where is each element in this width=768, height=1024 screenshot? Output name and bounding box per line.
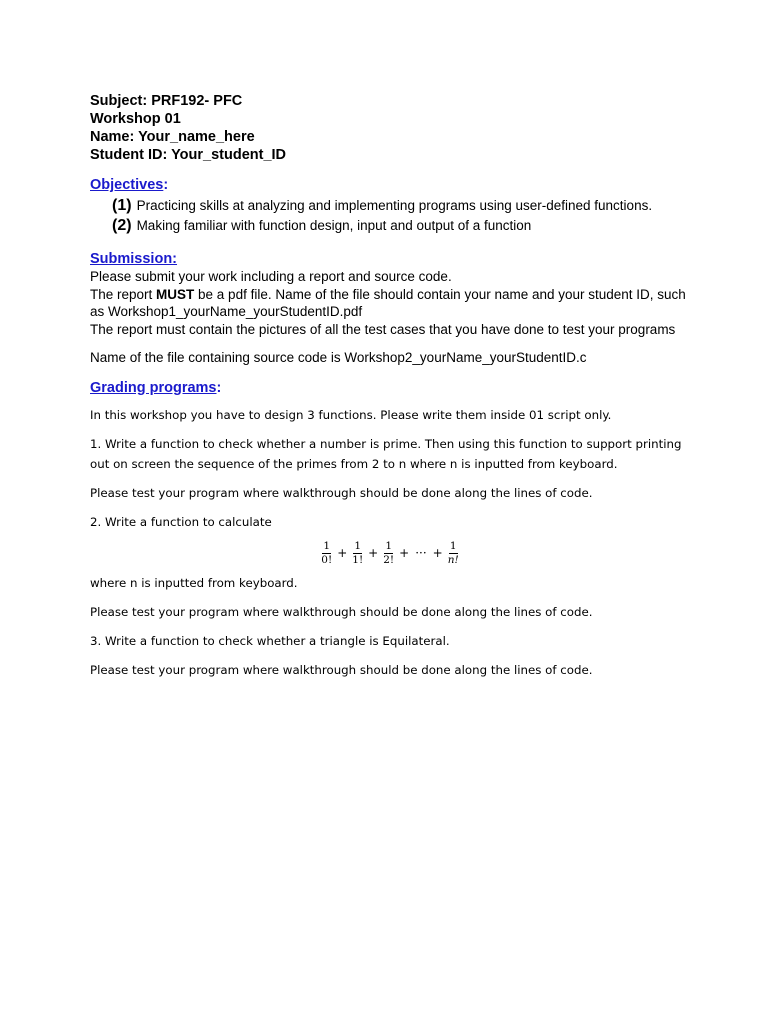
objective-number: (1) [112, 197, 132, 214]
must-emphasis: MUST [156, 286, 195, 302]
submission-line-3: The report must contain the pictures of all the test cases that you have done to test your programs [90, 321, 676, 337]
grading-title: Grading programs [90, 379, 217, 396]
grading-heading [90, 379, 690, 397]
plus-sign: + [368, 546, 379, 560]
factorial-sum-formula [90, 540, 690, 567]
fraction-term [321, 540, 332, 567]
submission-line-4: Name of the file containing source code is Workshop2_yourName_yourStudentID.c [90, 350, 587, 365]
objectives-heading [90, 176, 690, 194]
fraction-term [352, 540, 363, 567]
header-block [90, 92, 690, 164]
submission-line-2-pre: The report [90, 286, 157, 302]
test-1: Please test your program where walkthrough should be done along the lines of code. [90, 485, 593, 500]
ellipsis: ··· [415, 546, 427, 560]
task-1: 1. Write a function to check whether a number is prime. Then using this function to support printing out on screen the sequence of the primes from 2 to n where n is inputted from keyboard. [90, 436, 682, 471]
student-id-line: Student ID: Your_student_ID [90, 147, 287, 163]
submission-line-2 [90, 286, 690, 321]
task-2: 2. Write a function to calculate [90, 514, 272, 529]
test-2: Please test your program where walkthrough should be done along the lines of code. [90, 604, 593, 619]
fraction-denominator: 2! [383, 553, 395, 566]
fraction-numerator: 1 [449, 539, 457, 552]
grading-colon: : [216, 379, 222, 396]
task-2-after: where n is inputted from keyboard. [90, 575, 298, 590]
fraction-denominator: n! [447, 553, 459, 566]
task-3: 3. Write a function to check whether a triangle is Equilateral. [90, 633, 450, 648]
submission-line-1: Please submit your work including a report and source code. [90, 269, 452, 284]
plus-sign: + [399, 546, 410, 560]
objective-text: Practicing skills at analyzing and implementing programs using user-defined functions. [136, 198, 653, 213]
objective-item-1 [112, 196, 690, 216]
plus-sign: + [337, 546, 348, 560]
fraction-term [448, 540, 459, 567]
fraction-term [383, 540, 394, 567]
fraction-numerator: 1 [354, 539, 362, 552]
fraction-numerator: 1 [323, 539, 331, 552]
submission-line-2-post: be a pdf file. Name of the file should contain your name and your student ID, such as Workshop1_yourName_yourStudentID.pdf [90, 286, 686, 319]
objective-text: Making familiar with function design, input and output of a function [136, 218, 532, 233]
objectives-title: Objectives [90, 177, 164, 193]
plus-sign: + [432, 546, 443, 560]
formula-body [319, 540, 460, 567]
workshop-line: Workshop 01 [90, 111, 181, 127]
submission-section [90, 250, 690, 367]
subject-line: Subject: PRF192- PFC [90, 93, 243, 109]
grading-intro: In this workshop you have to design 3 functions. Please write them inside 01 script only. [90, 407, 612, 422]
objectives-list [90, 196, 690, 236]
grading-section [90, 379, 690, 680]
fraction-denominator: 1! [352, 553, 364, 566]
objectives-colon: : [163, 177, 169, 193]
submission-title: Submission: [90, 251, 178, 267]
fraction-denominator: 0! [321, 553, 333, 566]
document-page [90, 92, 690, 680]
fraction-numerator: 1 [385, 539, 393, 552]
objectives-section [90, 176, 690, 236]
objective-number: (2) [112, 217, 132, 234]
test-3: Please test your program where walkthrough should be done along the lines of code. [90, 662, 593, 677]
name-line: Name: Your_name_here [90, 129, 255, 145]
objective-item-2 [112, 216, 690, 236]
